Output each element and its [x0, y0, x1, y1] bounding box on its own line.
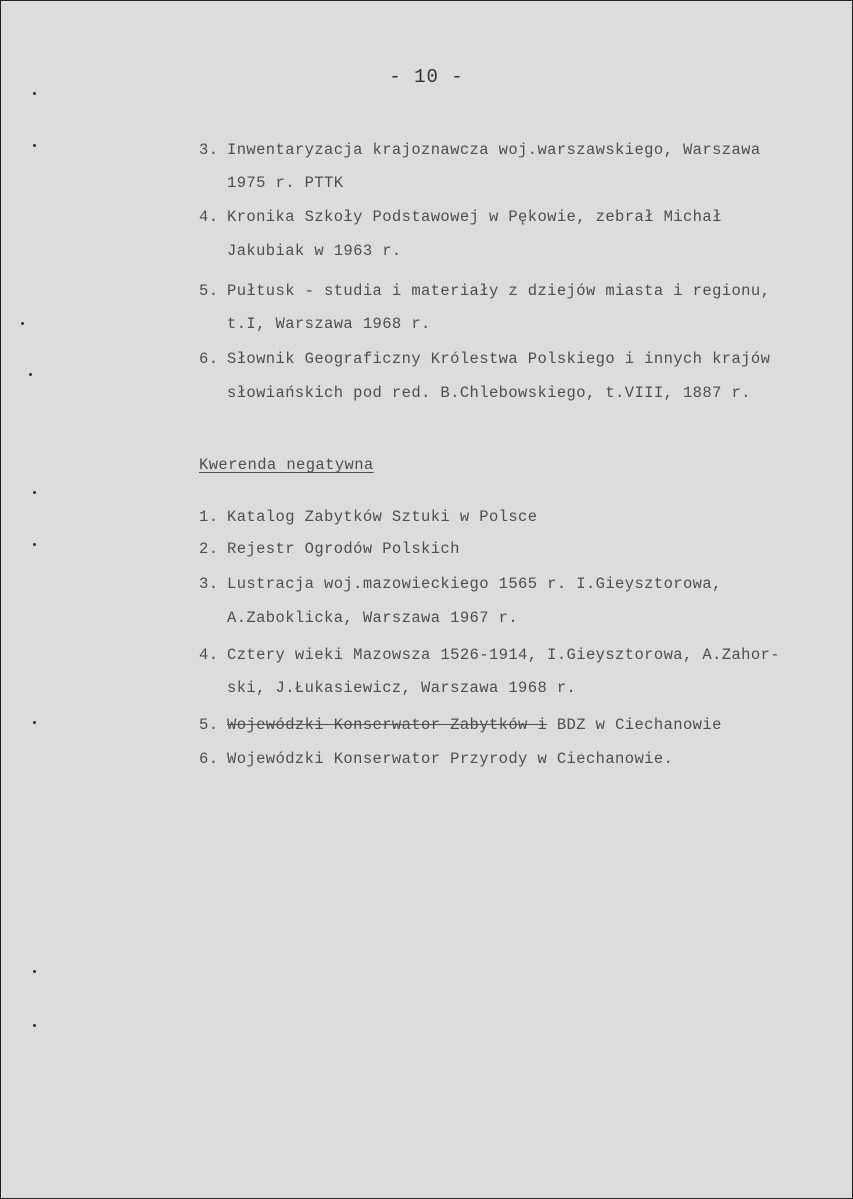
- item-number: 4.: [199, 208, 219, 226]
- section-heading: Kwerenda negatywna: [199, 456, 374, 474]
- item-number: 4.: [199, 646, 219, 664]
- scan-speck: [21, 322, 24, 325]
- item-text: BDZ w Ciechanowie: [547, 716, 722, 734]
- list-item-continuation: A.Zaboklicka, Warszawa 1967 r.: [227, 609, 519, 627]
- item-number: 5.: [199, 282, 219, 300]
- list-item: [199, 508, 537, 526]
- item-text: Inwentaryzacja krajoznawcza woj.warszawskiego, Warszawa: [227, 141, 761, 159]
- item-text: Rejestr Ogrodów Polskich: [227, 540, 460, 558]
- list-item-continuation: słowiańskich pod red. B.Chlebowskiego, t.VIII, 1887 r.: [227, 384, 751, 402]
- list-item-continuation: 1975 r. PTTK: [227, 174, 344, 192]
- list-item: [199, 282, 770, 300]
- list-item: [199, 350, 770, 368]
- list-item-continuation: Jakubiak w 1963 r.: [227, 242, 402, 260]
- item-text: Cztery wieki Mazowsza 1526-1914, I.Gieysztorowa, A.Zahor-: [227, 646, 780, 664]
- scan-speck: [33, 491, 36, 494]
- item-number: 2.: [199, 540, 219, 558]
- page-number: - 10 -: [389, 66, 464, 88]
- item-number: 3.: [199, 575, 219, 593]
- item-number: 6.: [199, 750, 219, 768]
- item-text: Pułtusk - studia i materiały z dziejów miasta i regionu,: [227, 282, 771, 300]
- list-item: [199, 716, 722, 734]
- list-item: [199, 141, 761, 159]
- list-item-continuation: t.I, Warszawa 1968 r.: [227, 315, 431, 333]
- list-item-continuation: ski, J.Łukasiewicz, Warszawa 1968 r.: [227, 679, 577, 697]
- list-item: [199, 646, 780, 664]
- item-number: 1.: [199, 508, 219, 526]
- list-item: [199, 575, 722, 593]
- scan-speck: [29, 373, 32, 376]
- item-text: Słownik Geograficzny Królestwa Polskiego i innych krajów: [227, 350, 771, 368]
- item-number: 5.: [199, 716, 219, 734]
- item-number: 6.: [199, 350, 219, 368]
- scan-speck: [33, 144, 36, 147]
- item-number: 3.: [199, 141, 219, 159]
- struck-text: Wojewódzki Konserwator Zabytków i: [227, 716, 548, 734]
- item-text: Wojewódzki Konserwator Przyrody w Ciechanowie.: [227, 750, 674, 768]
- scan-speck: [33, 970, 36, 973]
- item-text: Katalog Zabytków Sztuki w Polsce: [227, 508, 538, 526]
- list-item: [199, 208, 722, 226]
- scan-speck: [33, 721, 36, 724]
- scan-speck: [33, 92, 36, 95]
- scan-speck: [33, 1024, 36, 1027]
- item-text: Kronika Szkoły Podstawowej w Pękowie, zebrał Michał: [227, 208, 722, 226]
- scan-speck: [33, 543, 36, 546]
- item-text: Lustracja woj.mazowieckiego 1565 r. I.Gieysztorowa,: [227, 575, 722, 593]
- list-item: [199, 750, 673, 768]
- list-item: [199, 540, 460, 558]
